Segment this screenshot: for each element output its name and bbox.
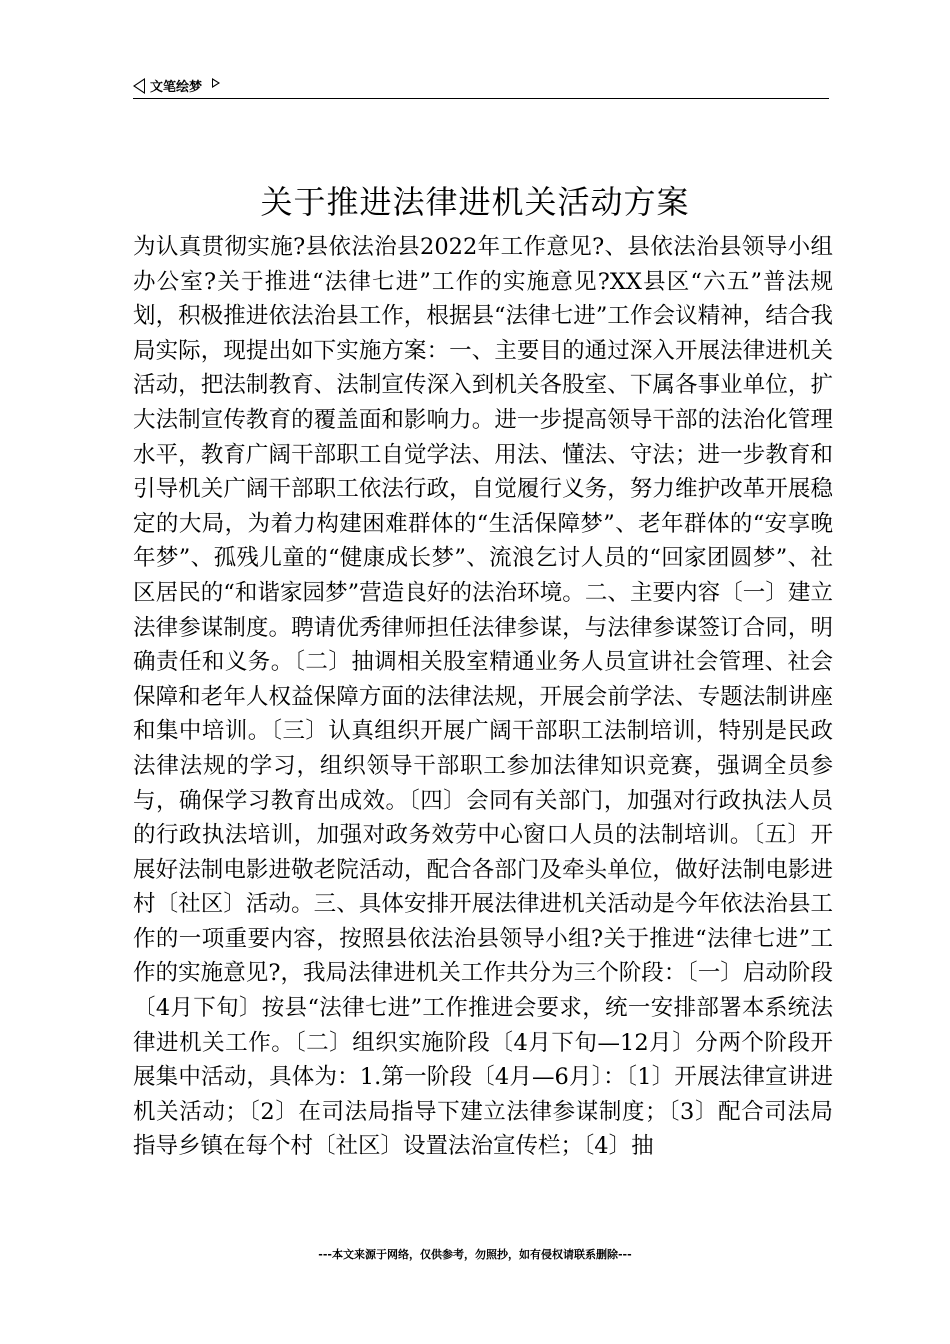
document-body: 为认真贯彻实施?县依法治县2022年工作意见?、县依法治县领导小组办公室?关于推进“法律七进”工作的实施意见?XX县区“六五”普法规划，积极推进依法治县工作，根据县“法律七进”工作会议精神，结合我局实际，现提出如下实施方案：一、主要目的通过深入开展法律进机关活动，把法制教育、法制宣传深入到机关各股室、下属各事业单位，扩大法制宣传教育的覆盖面和影响力。进一步提高领导干部的法治化管理水平，教育广阔干部职工自觉学法、用法、懂法、守法；进一步教育和引导机关广阔干部职工依法行政，自觉履行义务，努力维护改革开展稳定的大局，为着力构建困难群体的“生活保障梦”、老年群体的“安享晚年梦”、孤残儿童的“健康成长梦”、流浪乞讨人员的“回家团圆梦”、社区居民的“和谐家园梦”营造良好的法治环境。二、主要内容〔一〕建立法律参谋制度。聘请优秀律师担任法律参谋，与法律参谋签订合同，明确责任和义务。〔二〕抽调相关股室精通业务人员宣讲社会管理、社会保障和老年人权益保障方面的法律法规，开展会前学法、专题法制讲座和集中培训。〔三〕认真组织开展广阔干部职工法制培训，特别是民政法律法规的学习，组织领导干部职工参加法律知识竞赛，强调全员参与，确保学习教育出成效。〔四〕会同有关部门，加强对行政执法人员的行政执法培训，加强对政务效劳中心窗口人员的法制培训。〔五〕开展好法制电影进敬老院活动，配合各部门及牵头单位，做好法制电影进村〔社区〕活动。三、具体安排开展法律进机关活动是今年依法治县工作的一项重要内容，按照县依法治县领导小组?关于推进“法律七进”工作的实施意见?，我局法律进机关工作共分为三个阶段：〔一〕启动阶段〔4月下旬〕按县“法律七进”工作推进会要求，统一安排部署本系统法律进机关工作。〔二〕组织实施阶段〔4月下旬—12月〕分两个阶段开展集中活动，具体为：1.第一阶段〔4月—6月〕：〔1〕开展法律宣讲进机关活动；〔2〕在司法局指导下建立法律参谋制度；〔3〕配合司法局指导乡镇在每个村〔社区〕设置法治宣传栏；〔4〕抽: [133, 234, 833, 1160]
footer-note: ---本文来源于网络，仅供参考，勿照抄，如有侵权请联系删除---: [318, 1248, 632, 1261]
document-title: 关于推进法律进机关活动方案: [260, 183, 690, 221]
triangle-left-icon: [133, 78, 145, 94]
triangle-right-icon: [212, 78, 220, 88]
page-header: [133, 72, 829, 99]
brand-label: 文笔绘梦: [150, 80, 203, 95]
brand: [133, 76, 220, 95]
